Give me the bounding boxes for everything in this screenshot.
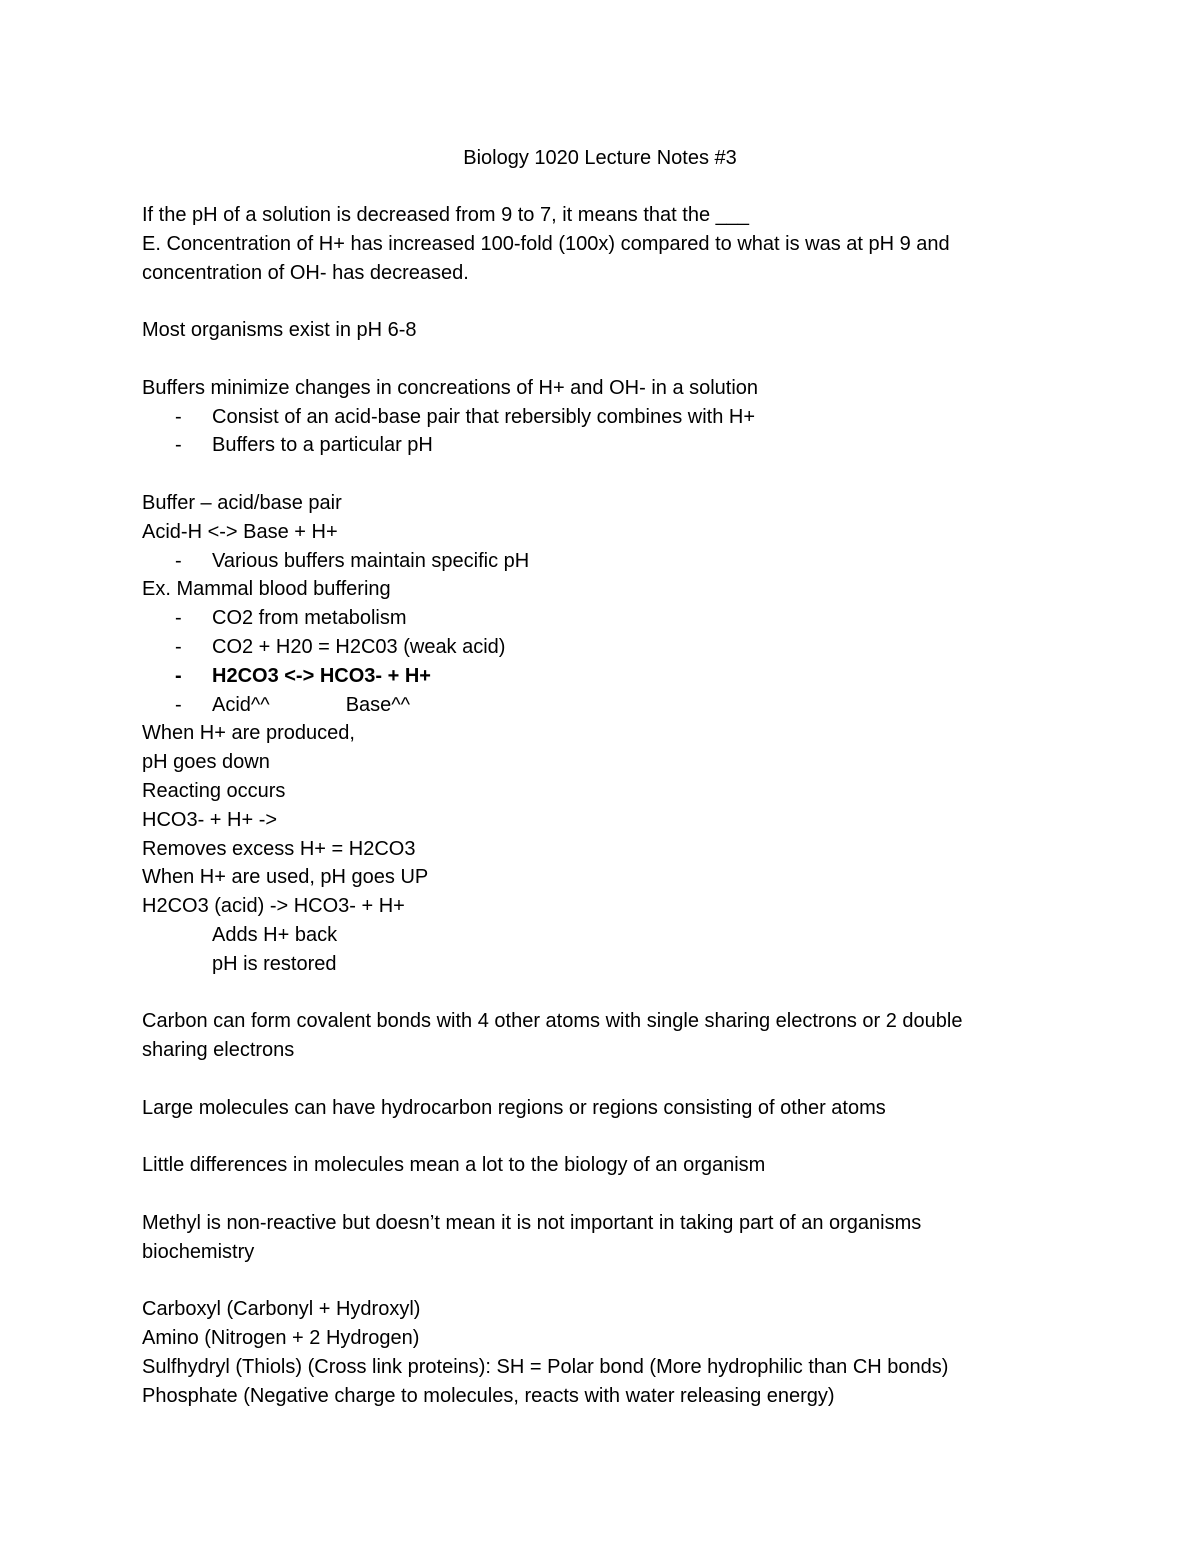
carbon-line-cont: sharing electrons (142, 1039, 295, 1062)
indented-line: pH is restored (212, 952, 337, 975)
ph-answer-line-cont: concentration of OH- has decreased. (142, 261, 469, 284)
methyl-line-cont: biochemistry (142, 1240, 255, 1263)
reaction-line: Reacting occurs (142, 779, 286, 802)
bullet-item (142, 403, 1042, 432)
bullet-text: CO2 + H20 = H2C03 (weak acid) (212, 635, 506, 658)
little-differences-line: Little differences in molecules mean a lot to the biology of an organism (142, 1154, 766, 1177)
bullet-item (142, 691, 1042, 720)
blood-buffering-heading: Ex. Mammal blood buffering (142, 578, 391, 601)
reaction-line: Removes excess H+ = H2CO3 (142, 837, 416, 860)
bullet-item (142, 431, 1042, 460)
bullet-dash: - (175, 635, 182, 658)
spacer (142, 460, 1042, 489)
organisms-ph-line: Most organisms exist in pH 6-8 (142, 319, 417, 342)
functional-group-line: Carboxyl (Carbonyl + Hydroxyl) (142, 1298, 421, 1321)
reaction-line: When H+ are used, pH goes UP (142, 866, 429, 889)
indented-line: Adds H+ back (212, 923, 338, 946)
functional-group-line: Sulfhydryl (Thiols) (Cross link proteins): SH = Polar bond (More hydrophilic than CH bonds) (142, 1355, 949, 1378)
buffer-pair-line: Buffer – acid/base pair (142, 491, 342, 514)
spacer (142, 1266, 1042, 1295)
bullet-item (142, 604, 1042, 633)
reaction-line: HCO3- + H+ -> (142, 808, 278, 831)
large-molecules-line: Large molecules can have hydrocarbon regions or regions consisting of other atoms (142, 1096, 886, 1119)
acid-base-equation: Acid-H <-> Base + H+ (142, 520, 338, 543)
reaction-line: When H+ are produced, (142, 722, 355, 745)
bullet-text: CO2 from metabolism (212, 607, 407, 630)
bullet-text: H2CO3 <-> HCO3- + H+ (212, 664, 431, 687)
bullet-text: Various buffers maintain specific pH (212, 549, 530, 572)
bullet-dash: - (175, 434, 182, 457)
ph-question-line: If the pH of a solution is decreased from 9 to 7, it means that the ___ (142, 204, 750, 226)
buffers-heading: Buffers minimize changes in concreations of H+ and OH- in a solution (142, 376, 759, 399)
acid-label: Acid^^ (212, 693, 270, 716)
spacer (142, 287, 1042, 316)
bullet-dash: - (175, 549, 182, 572)
bullet-dash: - (175, 607, 182, 630)
reaction-line: pH goes down (142, 751, 270, 774)
bullet-dash: - (175, 405, 182, 428)
bullet-item (142, 633, 1042, 662)
base-label: Base^^ (345, 693, 411, 716)
bullet-dash: - (175, 664, 182, 687)
bullet-text: Buffers to a particular pH (212, 434, 433, 457)
methyl-line: Methyl is non-reactive but doesn’t mean it is not important in taking part of an organisms (142, 1211, 922, 1234)
functional-group-line: Phosphate (Negative charge to molecules, reacts with water releasing energy) (142, 1384, 835, 1407)
bullet-item-bold (142, 662, 1042, 691)
functional-group-line: Amino (Nitrogen + 2 Hydrogen) (142, 1327, 420, 1350)
spacer (142, 979, 1042, 1008)
bullet-dash: - (175, 693, 182, 716)
spacer (142, 345, 1042, 374)
spacer (142, 1123, 1042, 1152)
ph-answer-line: E. Concentration of H+ has increased 100-fold (100x) compared to what is was at pH 9 and (142, 232, 950, 255)
spacer (142, 1180, 1042, 1209)
document-body (142, 201, 1042, 1410)
bullet-text: Consist of an acid-base pair that rebersibly combines with H+ (212, 405, 756, 428)
bullet-item (142, 547, 1042, 576)
carbon-line: Carbon can form covalent bonds with 4 other atoms with single sharing electrons or 2 double (142, 1010, 963, 1033)
reaction-line: H2CO3 (acid) -> HCO3- + H+ (142, 895, 405, 918)
spacer (142, 1065, 1042, 1094)
document-title: Biology 1020 Lecture Notes #3 (463, 147, 737, 169)
